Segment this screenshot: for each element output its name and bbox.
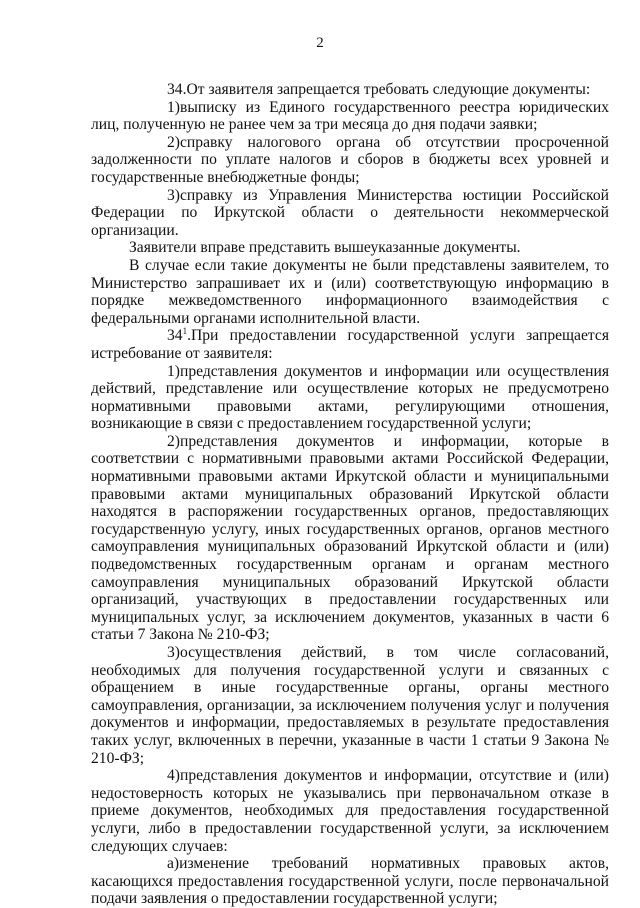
superscript: 1: [182, 326, 188, 337]
paragraph-text: представления документов и информации, которые в соответствии с нормативными правовыми актами Российской Федерации, нормативными правовыми актами Иркутской области и муниципальными правовыми актами муниципальных образований Иркутской области находятся в распоряжении государственных органов, предоставляющих государственную услугу, иных государственных органов, органов местного самоуправления муниципальных образований Иркутской области и (или) подведомственных государственным органам и органам местного самоуправления муниципальных образований Иркутской области организаций, участвующих в предоставлении государственных или муниципальных услуг, за исключением документов, указанных в части 6 статьи 7 Закона № 210-ФЗ;: [91, 432, 609, 644]
paragraph-text: представления документов и информации, отсутствие и (или) недостоверность которых не указывались при первоначальном отказе в приеме документов, необходимых для предоставления государственной услуги, либо в предоставлении государственной услуги, за исключением следующих случаев:: [91, 767, 609, 855]
item-number: 34.: [167, 81, 187, 98]
item-number: 3): [167, 644, 180, 661]
paragraph-text: Заявители вправе представить вышеуказанные документы.: [129, 239, 521, 257]
paragraph-text: справку налогового органа об отсутствии просроченной задолженности по уплате налогов и сборов в бюджеты всех уровней и государственные внебюджетные фонды;: [91, 133, 609, 186]
paragraph-34-1: [91, 327, 609, 362]
item-number: 2): [167, 133, 180, 151]
paragraph-text: выписку из Единого государственного реестра юридических лиц, полученную не ранее чем за три месяца до дня подачи заявки;: [91, 98, 609, 134]
list-item-1: [91, 99, 609, 134]
list-item-2: [91, 433, 609, 644]
item-number: 1): [167, 362, 180, 380]
paragraph-text: В случае если такие документы не были представлены заявителем, то Министерство запрашивает их и (или) соответствующую информацию в порядке межведомственного информационного взаимодействия с федеральными органами исполнительной власти.: [91, 256, 609, 327]
paragraph-ministry-request: [91, 257, 609, 327]
paragraph-text: При предоставлении государственной услуги запрещается истребование от заявителя:: [91, 327, 609, 362]
page-number: 2: [316, 35, 324, 51]
paragraph-text: осуществления действий, в том числе согласований, необходимых для получения государственной услуги и связанных с обращением в иные государственные органы, органы местного самоуправления, организации, за исключением получения услуг и получения документов и информации, предоставляемых в результате предоставления таких услуг, включенных в перечни, указанные в части 1 статьи 9 Закона № 210-ФЗ;: [91, 644, 609, 767]
item-number: 2): [167, 432, 180, 450]
paragraph-text: изменение требований нормативных правовых актов, касающихся предоставления государственной услуги, после первоначальной подачи заявления о предоставлении государственной услуги;: [91, 855, 609, 908]
item-number: 3): [167, 186, 180, 204]
item-number: а): [167, 855, 180, 873]
list-item-3: [91, 187, 609, 240]
document-body: [91, 81, 609, 908]
list-item-4: [91, 767, 609, 855]
item-number: 4): [167, 767, 180, 785]
list-item-a: [91, 855, 609, 908]
paragraph-applicants-right: [91, 239, 609, 257]
paragraph-text: справку из Управления Министерства юстиции Российской Федерации по Иркутской области о деятельности некоммерческой организации.: [91, 186, 609, 239]
paragraph-34: [91, 81, 609, 99]
list-item-1: [91, 363, 609, 433]
list-item-2: [91, 134, 609, 187]
item-number: 1): [167, 98, 180, 116]
list-item-3: [91, 644, 609, 767]
item-number: $34^1$.: [167, 326, 191, 345]
paragraph-text: представления документов и информации или осуществления действий, представление или осуществление которых не предусмотрено нормативными правовыми актами, регулирующими отношения, возникающие в связи с предоставлением государственной услуги;: [91, 362, 609, 433]
paragraph-text: От заявителя запрещается требовать следующие документы:: [186, 81, 591, 98]
